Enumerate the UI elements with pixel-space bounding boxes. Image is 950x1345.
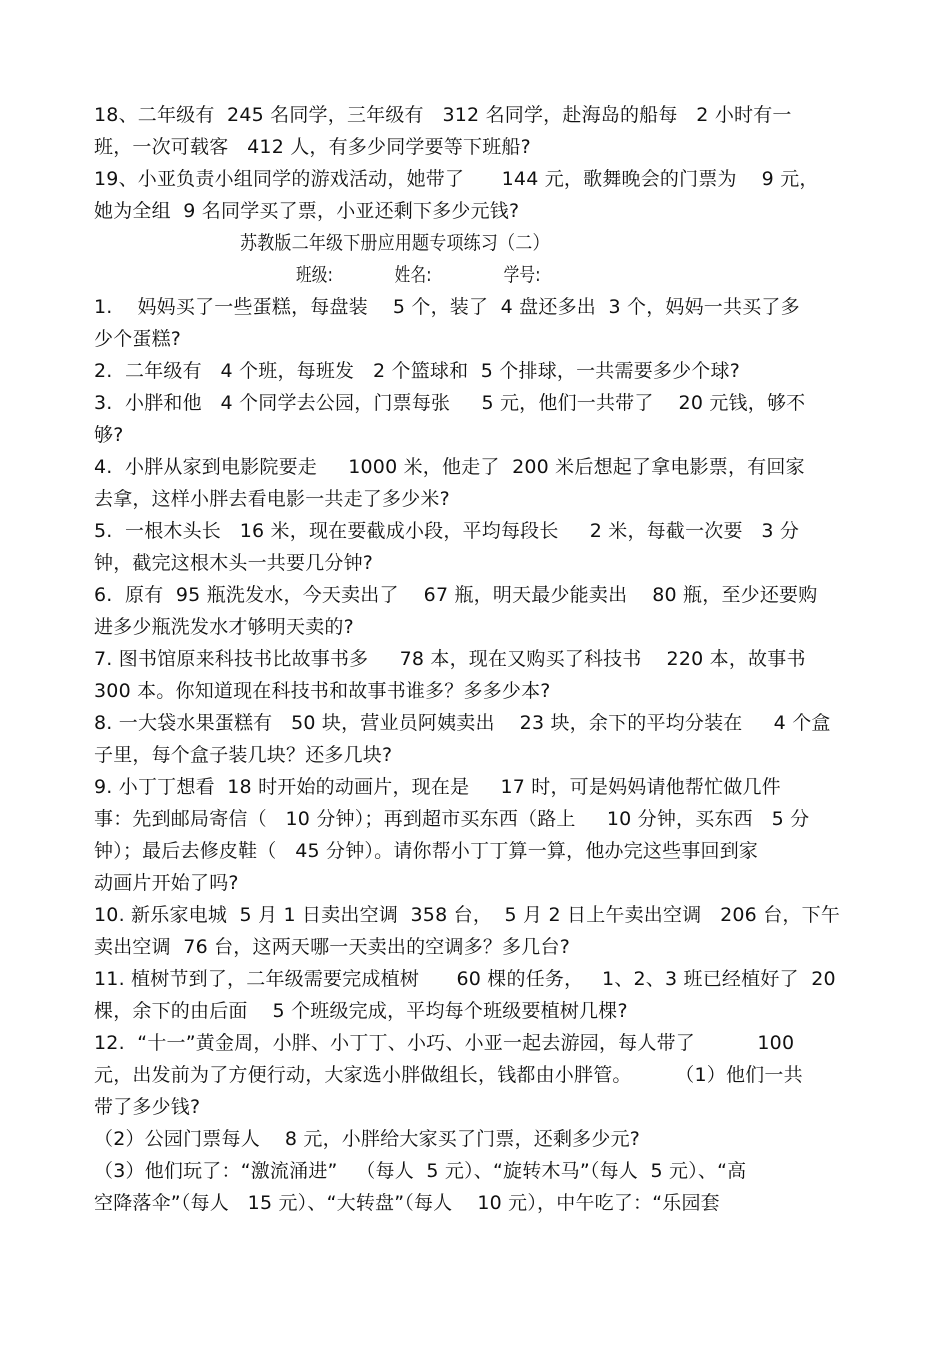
text-line: 10. 新乐家电城 5 月 1 日卖出空调 358 台， 5 月 2 日上午卖出空调 206 台，下午: [94, 904, 841, 926]
text-line: 班，一次可载客 412 人，有多少同学要等下班船?: [94, 136, 531, 158]
text-line: 钟，截完这根木头一共要几分钟?: [94, 552, 374, 574]
text-line: 19、小亚负责小组同学的游戏活动，她带了 144 元，歌舞晚会的门票为 9 元，: [94, 168, 819, 190]
text-line: 少个蛋糕?: [94, 328, 182, 350]
text-line: 11. 植树节到了，二年级需要完成植树 60 棵的任务， 1、2、3 班已经植好了 20: [94, 968, 836, 990]
form-fields-line: 班级: 姓名: 学号:: [296, 264, 541, 286]
text-line: 300 本。你知道现在科技书和故事书谁多？多多少本?: [94, 680, 551, 702]
text-line: 子里，每个盒子装几块？还多几块?: [94, 744, 393, 766]
text-line: 空降落伞”（每人 15 元）、“大转盘”（每人 10 元），中午吃了：“乐园套: [94, 1192, 720, 1214]
text-line: 4. 小胖从家到电影院要走 1000 米，他走了 200 米后想起了拿电影票，有回家: [94, 456, 805, 478]
text-line: 动画片开始了吗?: [94, 872, 239, 894]
text-line: 元，出发前为了方便行动，大家选小胖做组长，钱都由小胖管。 （1）他们一共: [94, 1064, 803, 1086]
text-line: 够?: [94, 424, 124, 446]
text-line: 9. 小丁丁想看 18 时开始的动画片，现在是 17 时，可是妈妈请他帮忙做几件: [94, 776, 781, 798]
text-line: 进多少瓶洗发水才够明天卖的?: [94, 616, 354, 638]
text-line: 3. 小胖和他 4 个同学去公园，门票每张 5 元，他们一共带了 20 元钱，够不: [94, 392, 806, 414]
text-line: 7. 图书馆原来科技书比故事书多 78 本，现在又购买了科技书 220 本，故事书: [94, 648, 806, 670]
text-line: 带了多少钱?: [94, 1096, 201, 1118]
text-line: 棵，余下的由后面 5 个班级完成，平均每个班级要植树几棵?: [94, 1000, 628, 1022]
text-line: （2）公园门票每人 8 元，小胖给大家买了门票，还剩多少元?: [94, 1128, 641, 1150]
text-line: 12. “十一”黄金周，小胖、小丁丁、小巧、小亚一起去游园，每人带了 100: [94, 1032, 795, 1054]
text-line: 事：先到邮局寄信（ 10 分钟）；再到超市买东西（路上 10 分钟，买东西 5 分: [94, 808, 810, 830]
text-line: （3）他们玩了：“激流涌进” （每人 5 元）、“旋转木马”（每人 5 元）、“高: [94, 1160, 747, 1182]
text-line: 8. 一大袋水果蛋糕有 50 块，营业员阿姨卖出 23 块，余下的平均分装在 4 个盒: [94, 712, 831, 734]
text-line: 1. 妈妈买了一些蛋糕，每盘装 5 个，装了 4 盘还多出 3 个，妈妈一共买了多: [94, 296, 800, 318]
text-line: 6. 原有 95 瓶洗发水，今天卖出了 67 瓶，明天最少能卖出 80 瓶，至少还要购: [94, 584, 818, 606]
text-line: 钟）；最后去修皮鞋（ 45 分钟）。请你帮小丁丁算一算，他办完这些事回到家: [94, 840, 759, 862]
text-line: 18、二年级有 245 名同学，三年级有 312 名同学，赴海岛的船每 2 小时有一: [94, 104, 792, 126]
text-line: 卖出空调 76 台，这两天哪一天卖出的空调多？多几台?: [94, 936, 570, 958]
text-line: 去拿，这样小胖去看电影一共走了多少米?: [94, 488, 450, 510]
text-line: 5. 一根木头长 16 米，现在要截成小段，平均每段长 2 米，每截一次要 3 分: [94, 520, 800, 542]
text-line: 2. 二年级有 4 个班，每班发 2 个篮球和 5 个排球，一共需要多少个球?: [94, 360, 740, 382]
text-line: 她为全组 9 名同学买了票，小亚还剩下多少元钱?: [94, 200, 520, 222]
section-title: 苏教版二年级下册应用题专项练习（二）: [240, 232, 550, 254]
